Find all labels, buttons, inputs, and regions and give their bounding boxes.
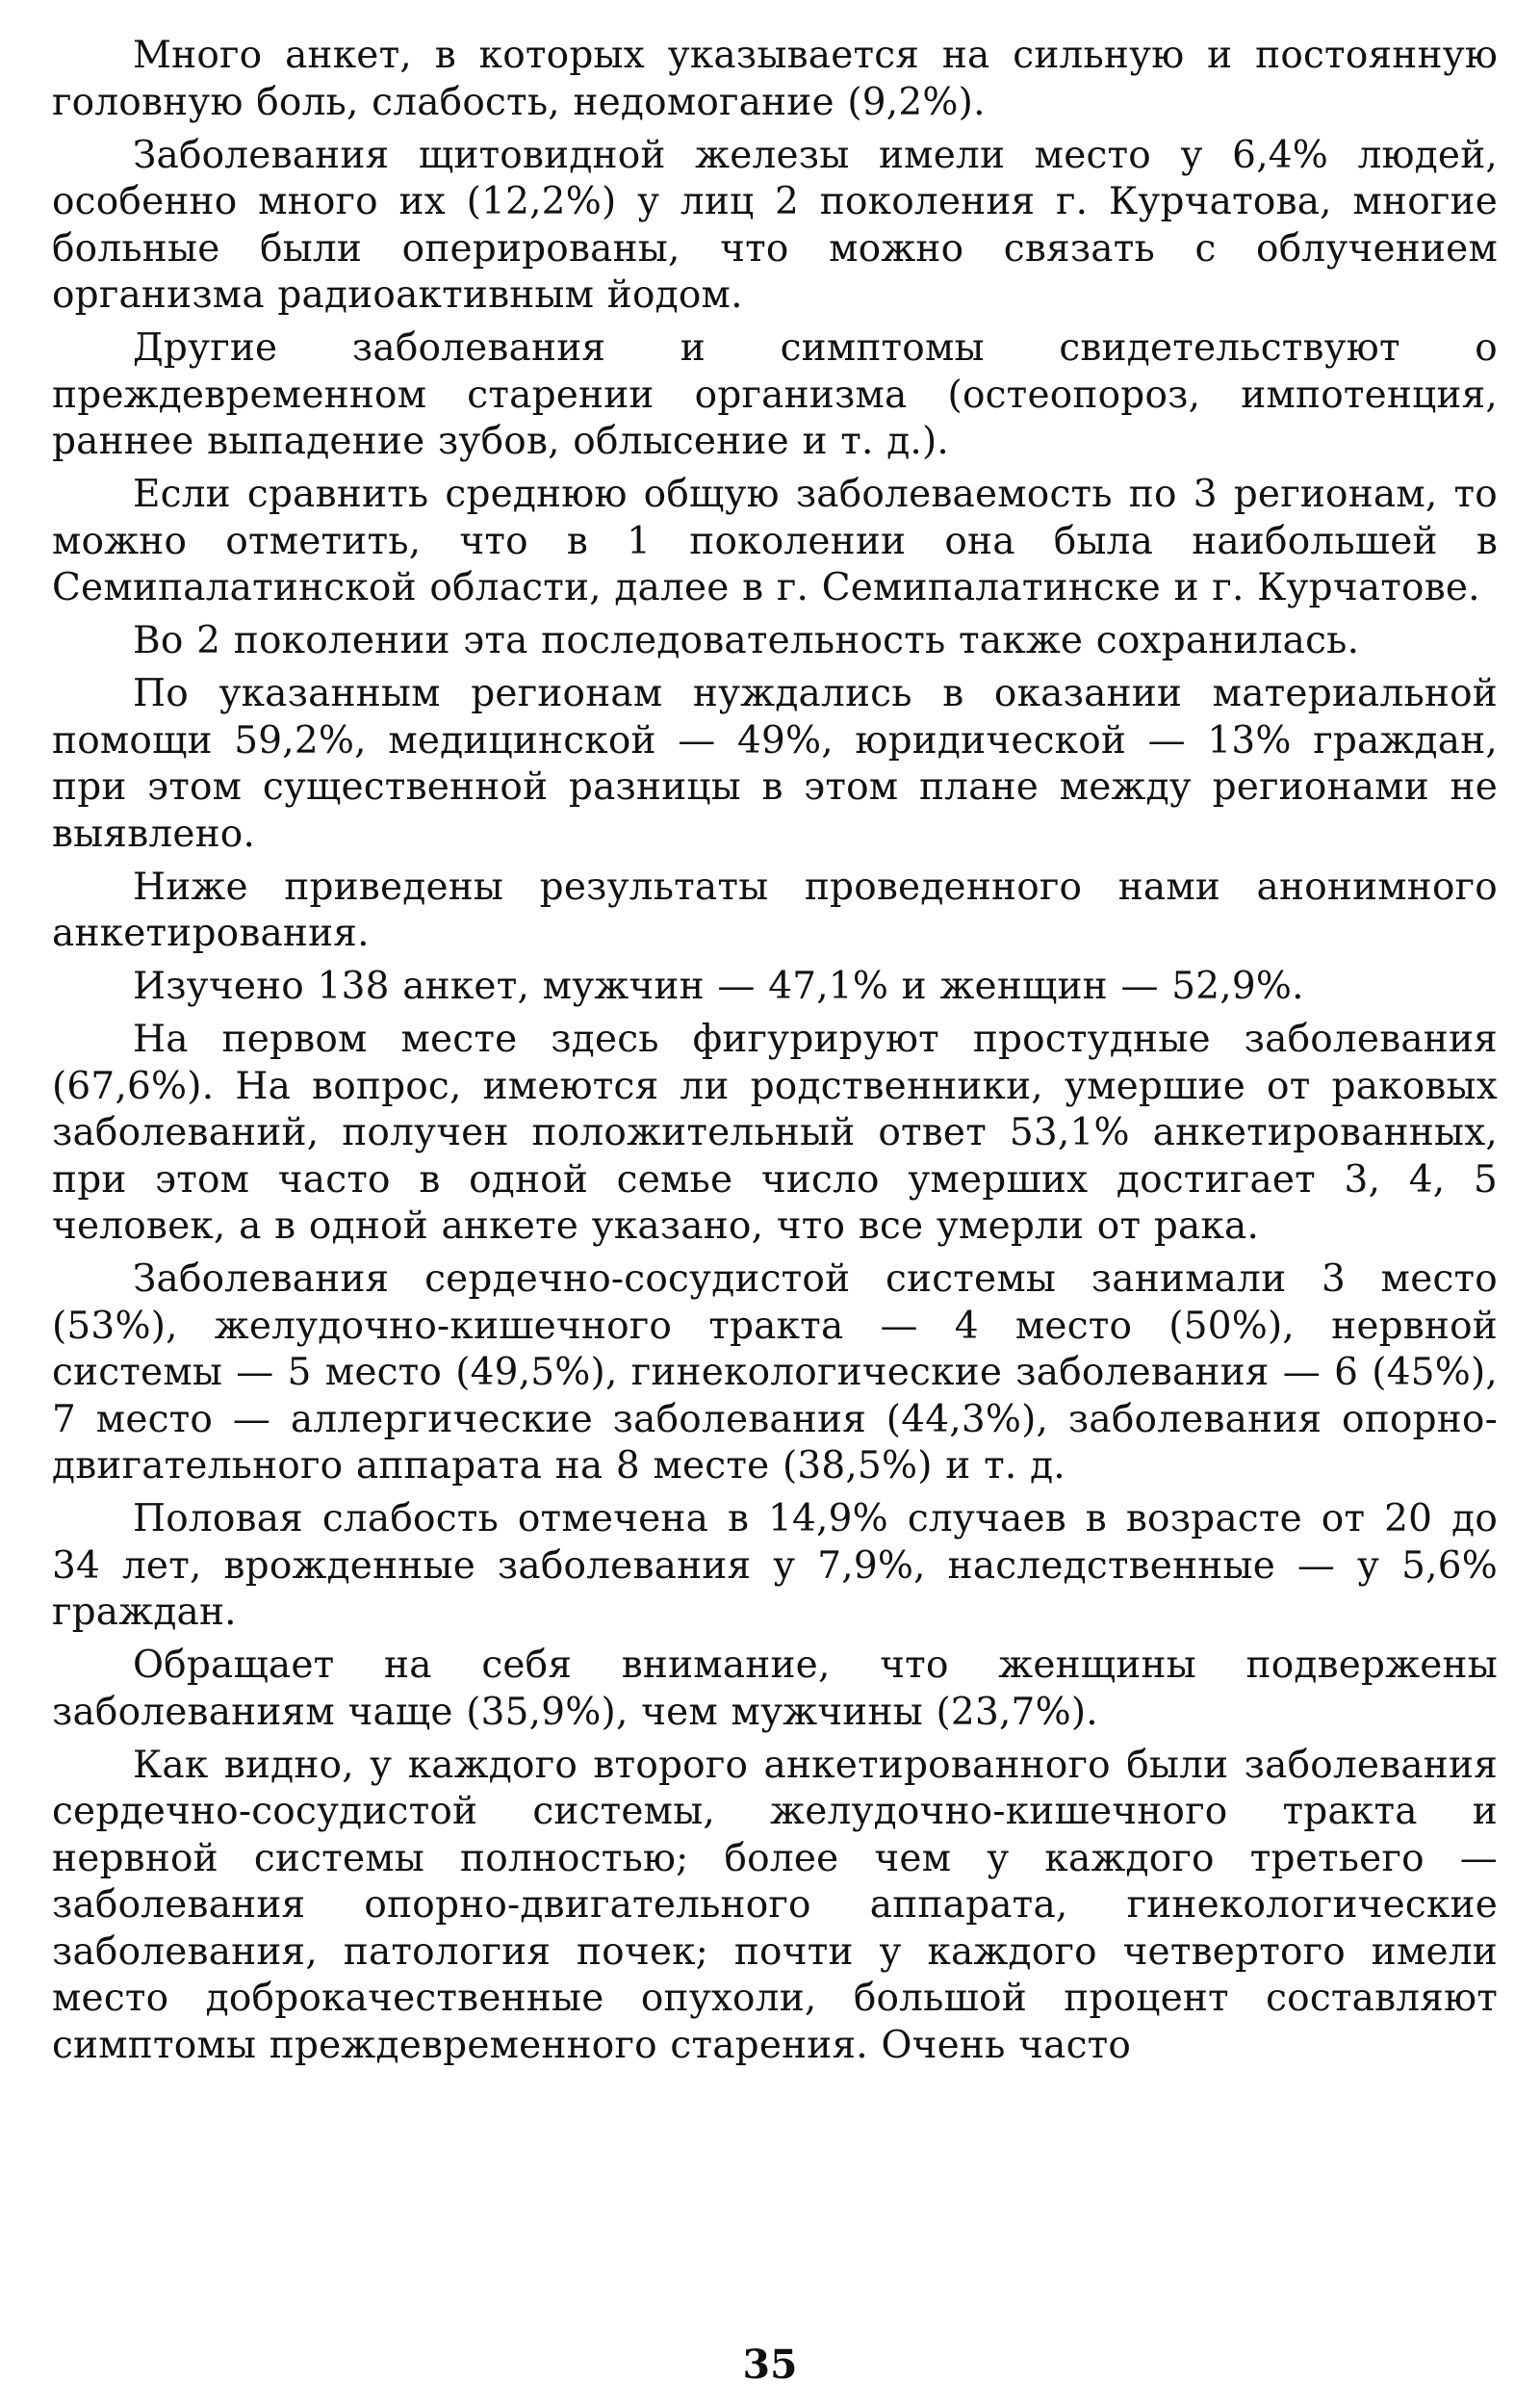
paragraph-6: По указанным регионам нуждались в оказании материальной помощи 59,2%, медицинской — 49%, юридической — 13% граждан, при этом существенной разницы в этом плане между регионами не выявлено. (52, 672, 1498, 856)
paragraph-10: Заболевания сердечно-сосудистой системы занимали 3 место (53%), желудочно-кишечного тракта — 4 место (50%), нервной системы — 5 место (49,5%), гинекологические заболевания — 6 (45%), 7 место — аллергические заболевания (44,3%), заболевания опорно-двигательного аппарата на 8 месте (38,5%) и т. д. (52, 1257, 1498, 1488)
paragraph-5: Во 2 поколении эта последовательность также сохранилась. (133, 619, 1360, 662)
paragraph-8: Изучено 138 анкет, мужчин — 47,1% и женщин — 52,9%. (133, 965, 1304, 1008)
paragraph-9: На первом месте здесь фигурируют простудные заболевания (67,6%). На вопрос, имеются ли родственники, умершие от раковых заболеваний, получен положительный ответ 53,1% анкетированных, при этом часто в одной семье число умерших достигает 3, 4, 5 человек, а в одной анкете указано, что все умерли от рака. (52, 1018, 1498, 1248)
paragraph-2: Заболевания щитовидной железы имели место у 6,4% людей, особенно много их (12,2%) у лиц 2 поколения г. Курчатова, многие больные были оперированы, что можно связать с облучением организма радиоактивным йодом. (52, 133, 1498, 317)
paragraph-13: Как видно, у каждого второго анкетированного были заболевания сердечно-сосудистой системы, желудочно-кишечного тракта и нервной системы полностью; более чем у каждого третьего — заболевания опорно-двигательного аппарата, гинекологические заболевания, патология почек; почти у каждого четвертого имели место доброкачественные опухоли, большой процент составляют симптомы преждевременного старения. Очень часто (52, 1743, 1498, 2067)
paragraph-1: Много анкет, в которых указывается на сильную и постоянную головную боль, слабость, недомогание (9,2%). (52, 34, 1498, 124)
paragraph-12: Обращает на себя внимание, что женщины подвержены заболеваниям чаще (35,9%), чем мужчины (23,7%). (52, 1643, 1498, 1734)
paragraph-3: Другие заболевания и симптомы свидетельствуют о преждевременном старении организма (остеопороз, импотенция, раннее выпадение зубов, облысение и т. д.). (52, 326, 1498, 463)
body-text (52, 33, 1498, 2076)
paragraph-11: Половая слабость отмечена в 14,9% случаев в возрасте от 20 до 34 лет, врожденные заболевания у 7,9%, наследственные — у 5,6% граждан. (52, 1497, 1498, 1634)
paragraph-7: Ниже приведены результаты проведенного нами анонимного анкетирования. (52, 865, 1498, 955)
page-number: 35 (742, 2342, 798, 2388)
paragraph-4: Если сравнить среднюю общую заболеваемость по 3 регионам, то можно отметить, что в 1 поколении она была наибольшей в Семипалатинской области, далее в г. Семипалатинске и г. Курчатове. (52, 473, 1498, 609)
